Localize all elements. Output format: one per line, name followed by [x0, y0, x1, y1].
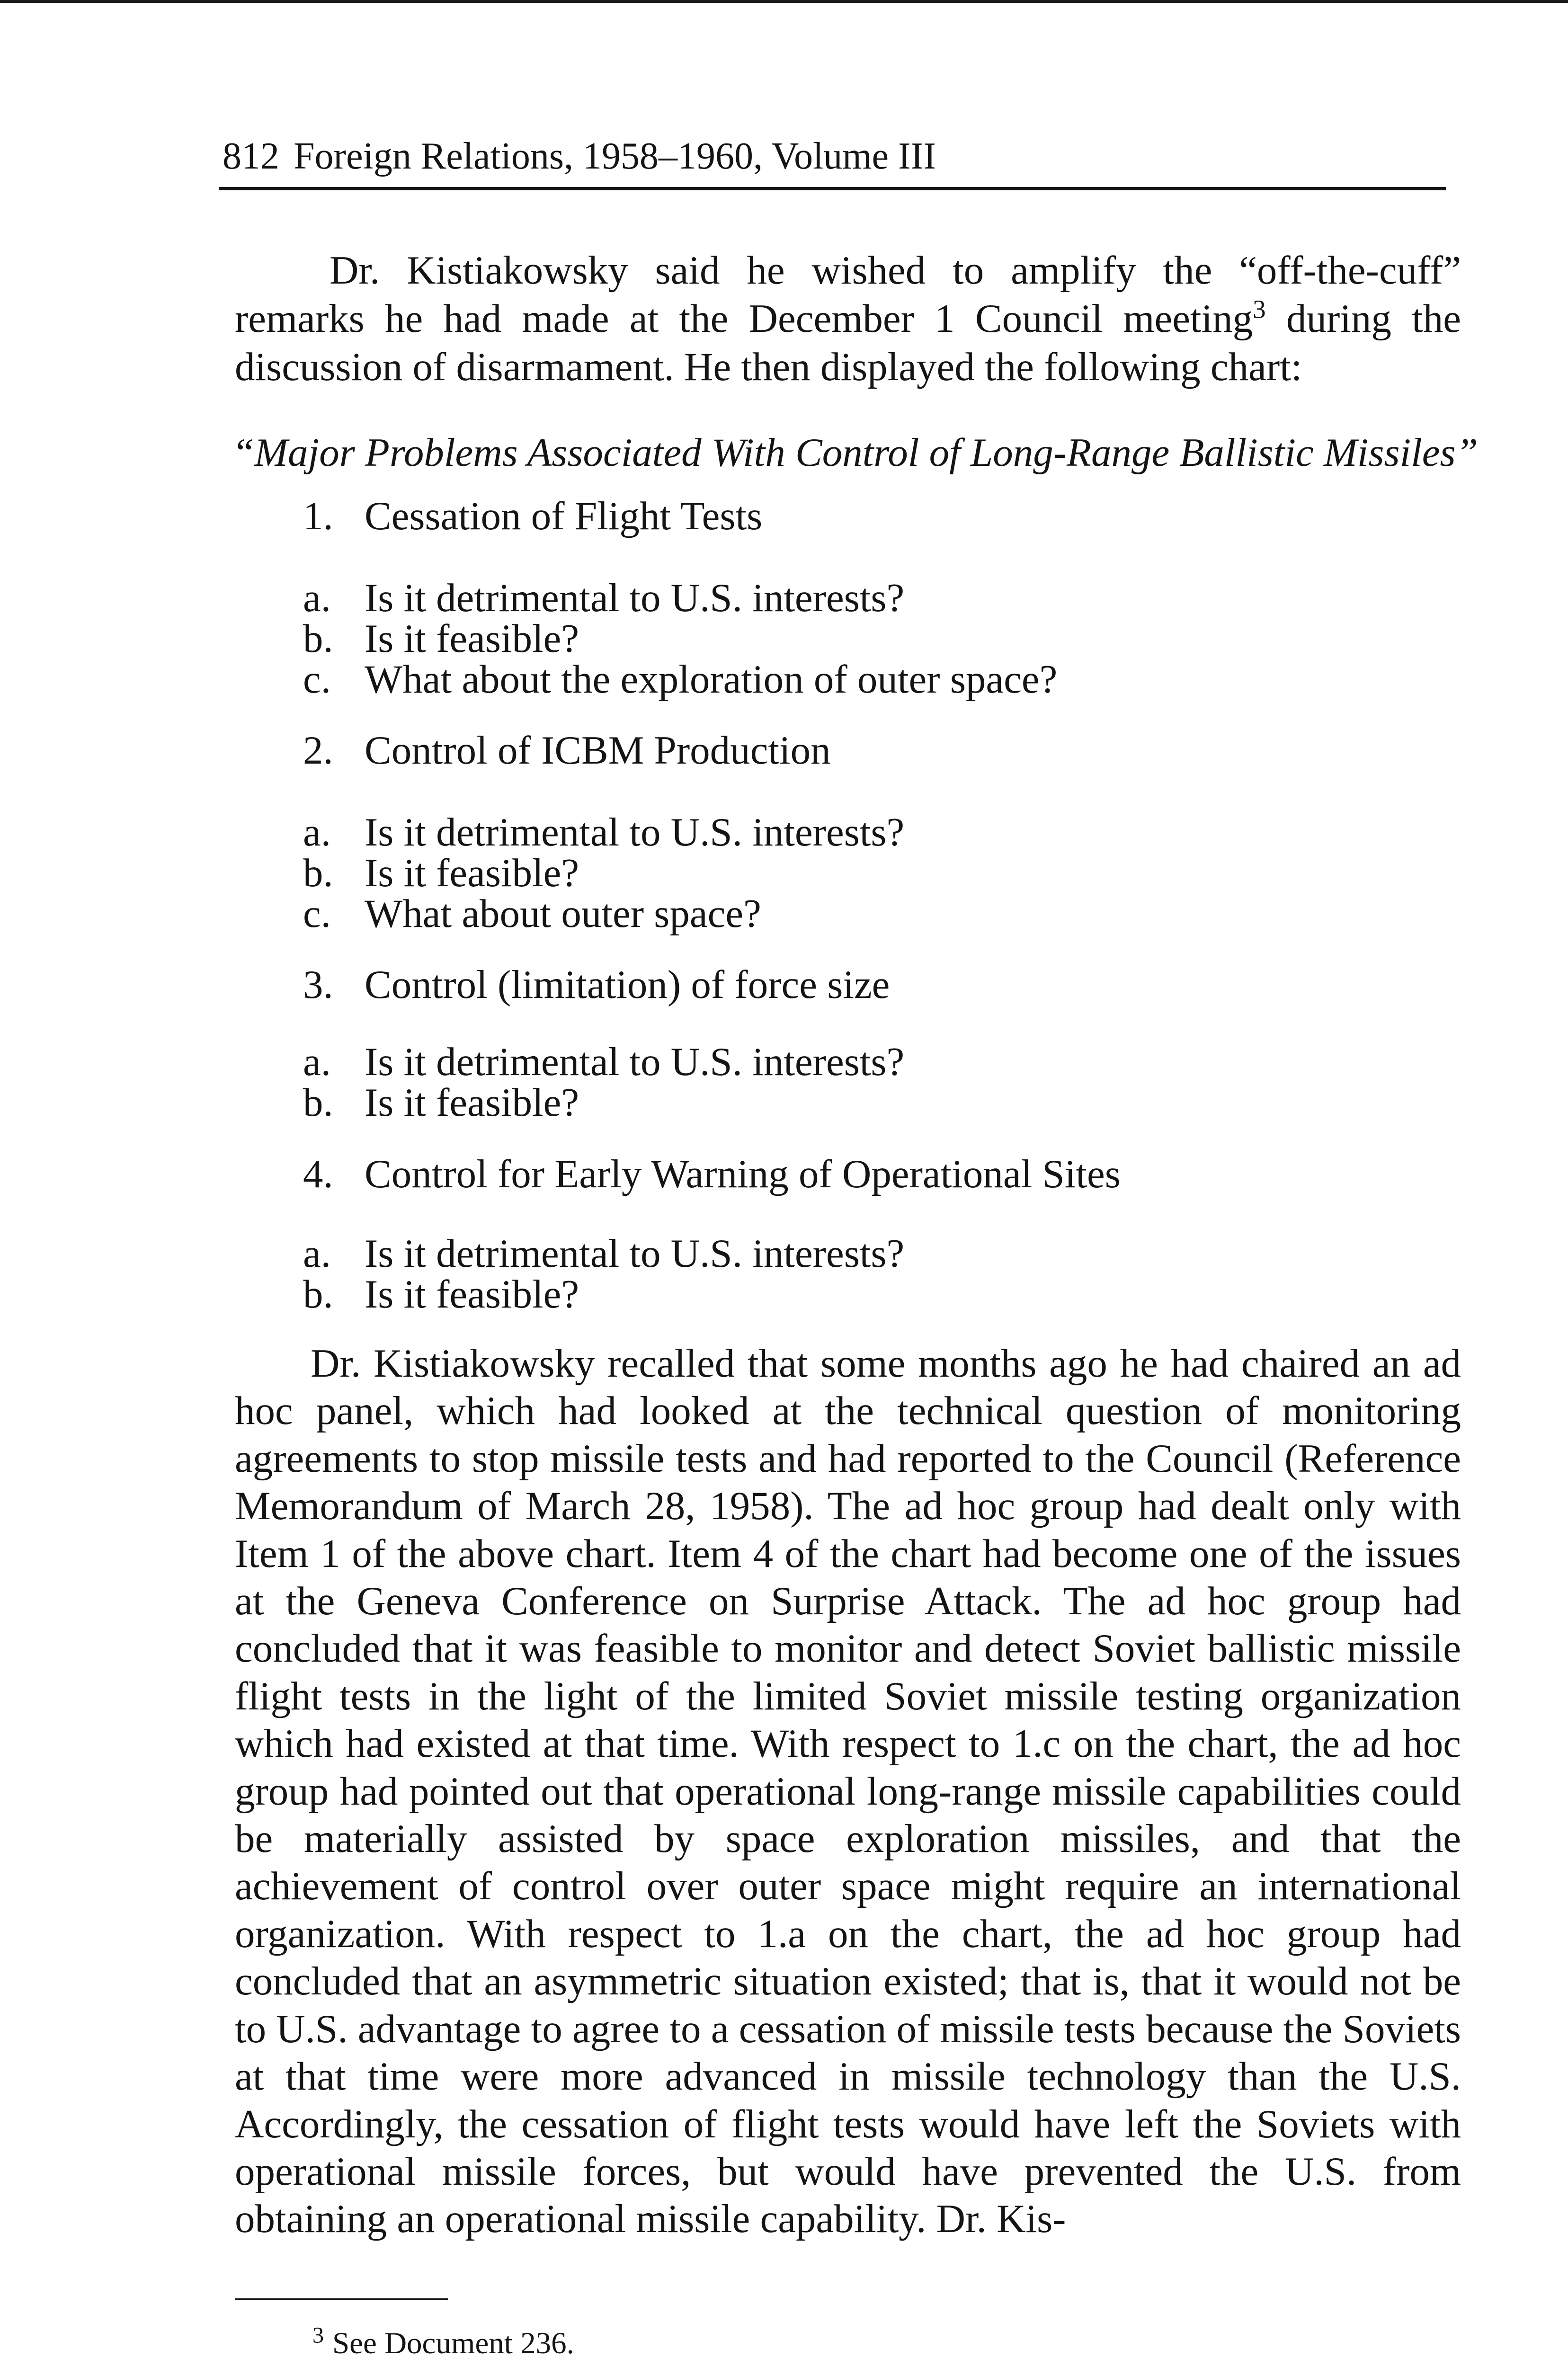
section-heading: Control of ICBM Production [365, 728, 831, 773]
list-item: c. What about the exploration of outer space? [303, 657, 1058, 702]
section-number: 2. [303, 728, 333, 773]
list-item: a. Is it detrimental to U.S. interests? [303, 576, 905, 620]
section-heading: Control (limitation) of force size [365, 962, 890, 1007]
list-item: c. What about outer space? [303, 891, 761, 936]
footnote-mark: 3 [312, 2323, 324, 2348]
list-item: a. Is it detrimental to U.S. interests? [303, 810, 905, 854]
running-header [223, 133, 1444, 180]
chart-section-2 [303, 727, 831, 774]
footnote-reference: 3 [1253, 294, 1266, 324]
footnote [312, 2322, 574, 2365]
chart-section-1 [303, 492, 762, 540]
footnote-rule [235, 2298, 448, 2300]
chart-title: “Major Problems Associated With Control of Long-Range Ballistic Missiles” [232, 430, 1478, 475]
section-number: 1. [303, 494, 333, 538]
list-item: b. Is it feasible? [303, 1080, 579, 1125]
header-rule [219, 187, 1446, 190]
list-item: b. Is it feasible? [303, 1272, 579, 1317]
list-item: b. Is it feasible? [303, 851, 579, 895]
chart-section-3 [303, 961, 890, 1008]
section-number: 3. [303, 962, 333, 1007]
list-item: a. Is it detrimental to U.S. interests? [303, 1231, 905, 1276]
footnote-text: See Document 236. [332, 2326, 574, 2360]
paragraph-1-text-a: Dr. Kistiakowsky said he wished to amplify the “off-the-cuff” remarks he had made at the December 1 Council meeting [235, 248, 1461, 341]
paragraph-1-text-b: during the discussion of disarmament. He then displayed the following chart: [235, 296, 1461, 389]
section-number: 4. [303, 1152, 333, 1196]
page-number: 812 [223, 135, 279, 177]
chart-section-4 [303, 1150, 1121, 1198]
list-item: b. Is it feasible? [303, 616, 579, 661]
page-top-edge [0, 0, 1568, 3]
section-heading: Control for Early Warning of Operational Sites [365, 1152, 1121, 1196]
paragraph-1 [235, 246, 1461, 391]
running-title: Foreign Relations, 1958–1960, Volume III [294, 135, 936, 177]
paragraph-2: Dr. Kistiakowsky recalled that some months ago he had chaired an ad hoc panel, which had looked at the technical question of monitoring agreements to stop missile tests and had reported to the Council (Reference Memorandum of March 28, 1958). The ad hoc group had dealt only with Item 1 of the above chart. Item 4 of the chart had become one of the issues at the Geneva Conference on Surprise Attack. The ad hoc group had concluded that it was feasible to monitor and detect Soviet ballistic missile flight tests in the light of the limited Soviet missile testing organization which had existed at that time. With respect to 1.c on the chart, the ad hoc group had pointed out that operational long-range missile capabilities could be materially assisted by space exploration missiles, and that the achievement of control over outer space might require an international organization. With respect to 1.a on the chart, the ad hoc group had concluded that an asymmetric situation existed; that is, that it would not be to U.S. advantage to agree to a cessation of missile tests because the Soviets at that time were more advanced in missile technology than the U.S. Accordingly, the cessation of flight tests would have left the Soviets with operational missile forces, but would have prevented the U.S. from obtaining an operational missile capability. Dr. Kis- [235, 1341, 1461, 2242]
list-item: a. Is it detrimental to U.S. interests? [303, 1040, 905, 1084]
section-heading: Cessation of Flight Tests [365, 494, 763, 538]
